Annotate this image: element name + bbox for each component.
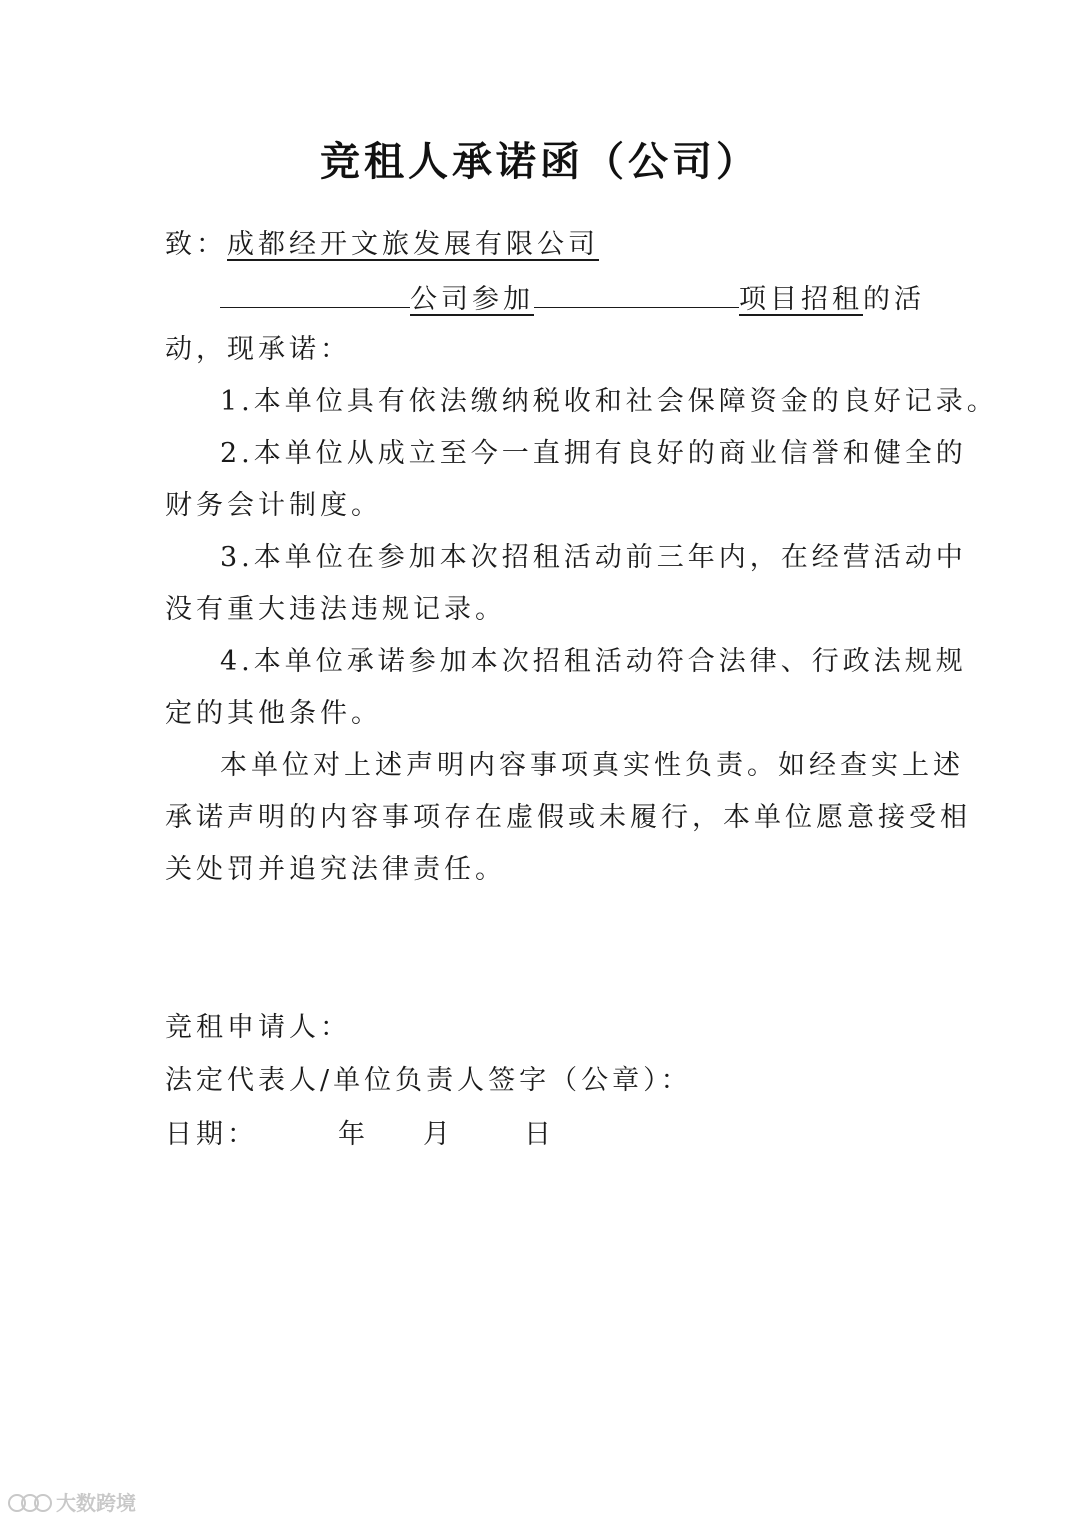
item-2-line-2: 财务会计制度。	[165, 490, 382, 521]
company-name-blank[interactable]	[220, 281, 410, 308]
intro-line-2: 动，现承诺：	[165, 334, 351, 365]
date-month: 月	[423, 1119, 454, 1150]
item-3-line-1: 3.本单位在参加本次招租活动前三年内，在经营活动中	[220, 542, 967, 573]
representative-label: 法定代表人/单位负责人签字（公章）：	[165, 1065, 692, 1096]
item-2-line-1: 2.本单位从成立至今一直拥有良好的商业信誉和健全的	[220, 438, 967, 469]
intro-line-1	[220, 281, 925, 317]
date-label: 日期：	[165, 1119, 258, 1150]
intro-part2: 项目招租	[739, 284, 863, 315]
declaration-line-2: 承诺声明的内容事项存在虚假或未履行，本单位愿意接受相	[165, 802, 971, 833]
addressee-company: 成都经开文旅发展有限公司	[227, 229, 599, 260]
project-name-blank[interactable]	[534, 281, 739, 308]
applicant-label: 竞租申请人：	[165, 1012, 351, 1043]
date-year: 年	[338, 1119, 369, 1150]
item-1: 1.本单位具有依法缴纳税收和社会保障资金的良好记录。	[220, 386, 998, 417]
addressee-line	[165, 228, 925, 262]
item-4-line-2: 定的其他条件。	[165, 698, 382, 729]
item-3-line-2: 没有重大违法违规记录。	[165, 594, 506, 625]
item-4-line-1: 4.本单位承诺参加本次招租活动符合法律、行政法规规	[220, 646, 967, 677]
declaration-line-1: 本单位对上述声明内容事项真实性负责。如经查实上述	[220, 750, 964, 781]
watermark-text: 大数跨境	[56, 1491, 136, 1515]
intro-part1: 公司参加	[410, 284, 534, 315]
date-line	[165, 1118, 925, 1152]
intro-part3: 的活	[863, 284, 925, 315]
watermark	[8, 1487, 136, 1516]
document-title: 竞租人承诺函（公司）	[320, 138, 760, 185]
addressee-prefix: 致：	[165, 229, 227, 260]
date-day: 日	[524, 1119, 555, 1150]
declaration-line-3: 关处罚并追究法律责任。	[165, 854, 506, 885]
watermark-logo-icon	[8, 1491, 52, 1513]
